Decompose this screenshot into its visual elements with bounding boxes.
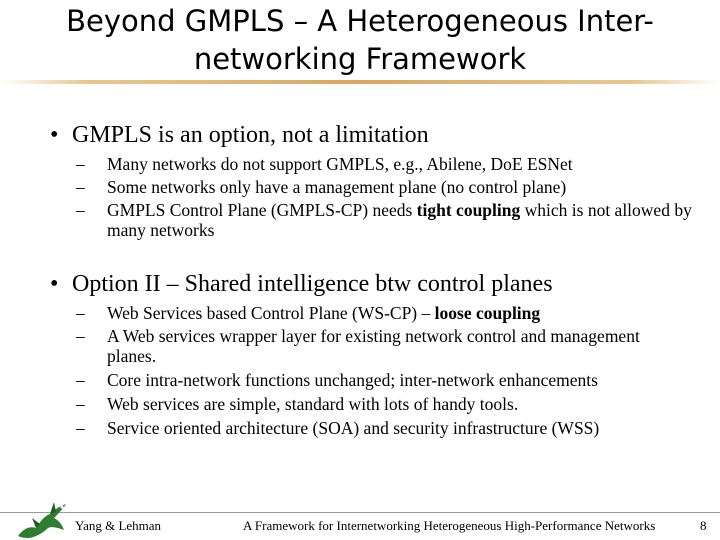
dragon-logo-icon: [14, 498, 72, 540]
slide-title-line-2: networking Framework: [193, 42, 527, 76]
sub-bullet-bold-term: loose coupling: [434, 303, 541, 323]
sub-bullet-text: [107, 200, 707, 240]
footer-title: A Framework for Internetworking Heterogeneous High-Performance Networks: [243, 518, 656, 533]
sub-bullet-bold-term: tight coupling: [416, 200, 521, 220]
sub-bullet-text-part: which is not allowed by many networks: [107, 200, 692, 240]
sub-bullet-marker: –: [76, 418, 85, 438]
sub-bullet-marker: –: [76, 200, 85, 220]
sub-bullet-text: [107, 303, 707, 323]
bullet-marker: •: [50, 271, 59, 297]
sub-bullet-marker: –: [76, 303, 85, 323]
sub-bullet-text: A Web services wrapper layer for existing network control and management planes.: [107, 326, 640, 366]
bullet-text: Option II – Shared intelligence btw control planes: [72, 271, 553, 297]
sub-bullet-text: Web services are simple, standard with lots of handy tools.: [107, 394, 519, 414]
sub-bullet-marker: –: [76, 370, 85, 390]
sub-bullet-text: Service oriented architecture (SOA) and security infrastructure (WSS): [107, 418, 600, 438]
page-number: 8: [700, 518, 707, 533]
footer-divider: [0, 512, 720, 513]
sub-bullet-marker: –: [76, 394, 85, 414]
sub-bullet-text: Many networks do not support GMPLS, e.g., Abilene, DoE ESNet: [107, 154, 573, 174]
slide-title-line-1: Beyond GMPLS – A Heterogeneous Inter-: [66, 4, 654, 38]
sub-bullet-marker: –: [76, 326, 85, 346]
title-divider: [0, 80, 720, 84]
slide-title: [0, 2, 720, 78]
bullet-marker: •: [50, 122, 59, 148]
sub-bullet-text: Some networks only have a management plane (no control plane): [107, 177, 567, 197]
sub-bullet-marker: –: [76, 177, 85, 197]
sub-bullet-marker: –: [76, 154, 85, 174]
sub-bullet-text-part: GMPLS Control Plane (GMPLS-CP) needs: [107, 200, 417, 220]
sub-bullet-text: Core intra-network functions unchanged; inter-network enhancements: [107, 370, 598, 390]
footer-authors: Yang & Lehman: [75, 518, 162, 533]
sub-bullet-text-part: Web Services based Control Plane (WS-CP) –: [107, 303, 435, 323]
bullet-text: GMPLS is an option, not a limitation: [72, 122, 429, 148]
